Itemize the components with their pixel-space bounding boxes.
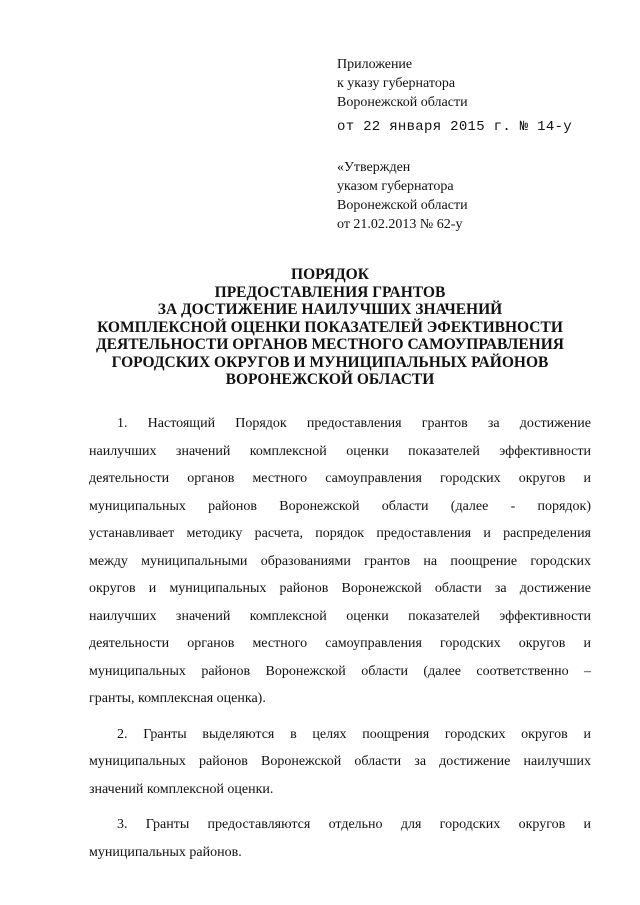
text-line: 2. Гранты выделяются в целях поощрения городских округов и [117,726,591,742]
text-line: значений комплексной оценки. [89,781,274,797]
paragraph-3 [89,811,591,866]
appendix-line: Приложение [337,57,413,72]
appendix-block [337,55,597,137]
text-line: 1. Настоящий Порядок предоставления грантов за достижение [117,416,591,431]
text-line: наилучших значений комплексной оценки показателей эффективности [89,608,591,624]
title-line: ПОРЯДОК [291,266,369,283]
appendix-line: Воронежской области [337,95,468,110]
approved-line: Воронежской области [337,198,468,213]
paragraph-2 [89,721,591,804]
text-line: муниципальных районов Воронежской области (далее соответственно – [89,663,591,679]
appendix-line: к указу губернатора [337,76,456,91]
text-line: наилучших значений комплексной оценки показателей эффективности [89,443,591,459]
approved-line: от 21.02.2013 № 62-у [337,217,463,232]
text-line: между муниципальными образованиями грантов на поощрение городских [89,553,591,569]
approved-line: «Утвержден [337,160,411,175]
title-line: ЗА ДОСТИЖЕНИЕ НАИЛУЧШИХ ЗНАЧЕНИЙ [157,301,503,318]
title-line: ГОРОДСКИХ ОКРУГОВ И МУНИЦИПАЛЬНЫХ РАЙОНОВ [111,353,549,371]
text-line: устанавливает методику расчета, порядок предоставления и распределения [89,526,591,541]
appendix-date-number: от 22 января 2015 г. № 14-у [337,119,572,135]
text-line: деятельности органов местного самоуправления городских округов и [89,636,591,651]
text-line: муниципальных районов Воронежской области (далее - порядок) [89,498,591,514]
document-body [89,410,591,866]
text-line: округов и муниципальных районов Воронежской области за достижение [89,581,591,596]
approved-line: указом губернатора [337,179,454,194]
title-line: ПРЕДОСТАВЛЕНИЯ ГРАНТОВ [214,283,446,301]
text-line: деятельности органов местного самоуправления городских округов и [89,471,591,486]
paragraph-1 [89,410,591,713]
title-line: ВОРОНЕЖСКОЙ ОБЛАСТИ [225,371,435,388]
title-line: ДЕЯТЕЛЬНОСТИ ОРГАНОВ МЕСТНОГО САМОУПРАВЛЕНИЯ [96,336,564,353]
text-line: 3. Гранты предоставляются отдельно для городских округов и [117,817,591,832]
text-line: гранты, комплексная оценка). [89,691,266,706]
approved-block [337,158,597,234]
document-title [60,266,600,389]
text-line: муниципальных районов Воронежской области за достижение наилучших [89,754,591,769]
text-line: муниципальных районов. [89,844,242,860]
title-line: КОМПЛЕКСНОЙ ОЦЕНКИ ПОКАЗАТЕЛЕЙ ЭФЕКТИВНОСТИ [97,318,563,336]
